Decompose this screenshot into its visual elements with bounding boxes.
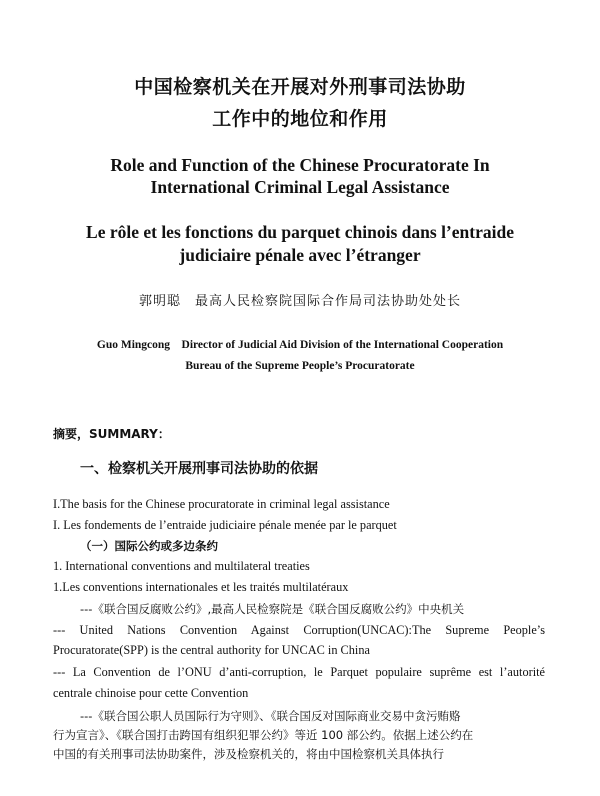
body-line: 1. International conventions and multilateral treaties	[53, 559, 310, 573]
body-line: centrale chinoise pour cette Convention	[53, 686, 249, 700]
body-line: 行为宣言》、《联合国打击跨国有组织犯罪公约》等近 100 部公约。依据上述公约在	[53, 728, 474, 742]
author-chinese: 郭明聪 最高人民检察院国际合作局司法协助处处长	[138, 294, 461, 309]
title-french-line2: judiciaire pénale avec l’étranger	[179, 245, 421, 265]
body-line: ---《联合国公职人员国际行为守则》、《联合国反对国际商业交易中贪污贿赂	[80, 709, 461, 723]
body-line: --- United Nations Convention Against Corruption(UNCAC):The Supreme People’s	[53, 623, 545, 637]
section-heading-chinese: 一、检察机关开展刑事司法协助的依据	[80, 461, 318, 477]
author-english-line1: Guo Mingcong Director of Judicial Aid Division of the International Cooperation	[96, 339, 504, 351]
summary-label: 摘要，SUMMARY：	[53, 427, 170, 441]
author-english-line2: Bureau of the Supreme People’s Procuratorate	[185, 360, 415, 372]
body-line: I.The basis for the Chinese procuratorate in criminal legal assistance	[53, 497, 390, 511]
title-english-line1: Role and Function of the Chinese Procuratorate In	[110, 155, 490, 175]
body-line: I. Les fondements de l’entraide judiciaire pénale menée par le parquet	[53, 518, 397, 532]
body-line: --- La Convention de l’ONU d’anti-corruption, le Parquet populaire suprême est l’autorité	[53, 665, 545, 679]
title-french-line1: Le rôle et les fonctions du parquet chinois dans l’entraide	[86, 222, 514, 242]
body-line: 1.Les conventions internationales et les traités multilatéraux	[53, 580, 349, 594]
subheading-chinese: （一）国际公约或多边条约	[80, 539, 218, 553]
title-chinese-line1: 中国检察机关在开展对外刑事司法协助	[134, 76, 466, 98]
title-english-line2: International Criminal Legal Assistance	[150, 177, 450, 197]
body-line: ---《联合国反腐败公约》,最高人民检察院是《联合国反腐败公约》中央机关	[80, 602, 465, 616]
body-line: Procuratorate(SPP) is the central authority for UNCAC in China	[53, 643, 370, 657]
title-chinese-line2: 工作中的地位和作用	[212, 108, 388, 130]
body-line: 中国的有关刑事司法协助案件，涉及检察机关的，将由中国检察机关具体执行	[53, 747, 444, 761]
